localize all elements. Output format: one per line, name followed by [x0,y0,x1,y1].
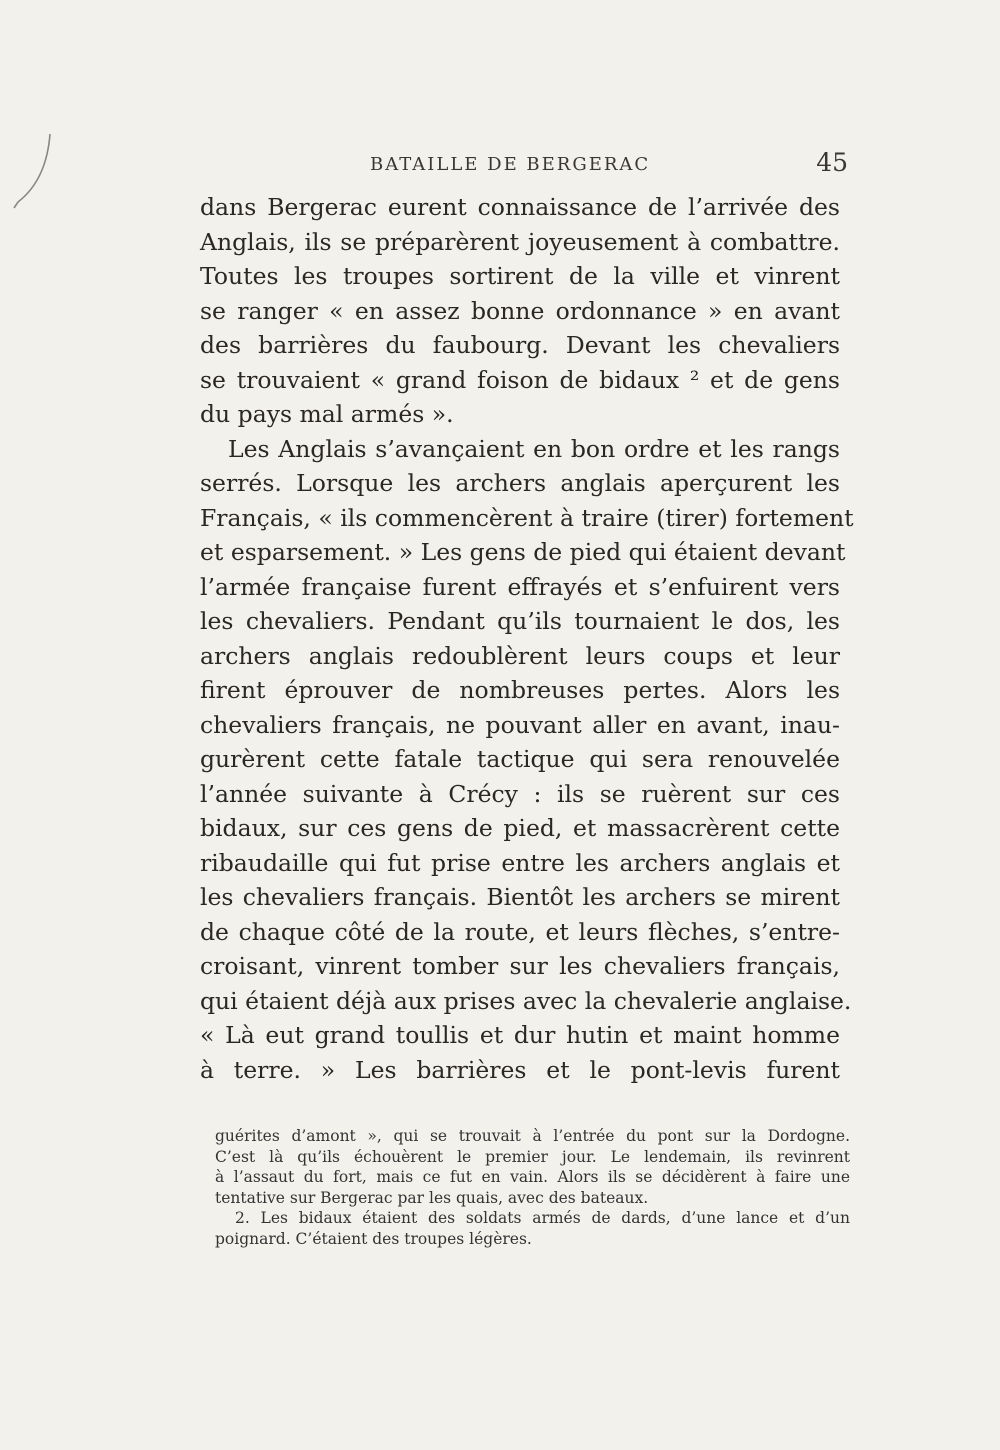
page-number: 45 [816,148,848,177]
text-line: à terre. » Les barrières et le pont-levis furent [200,1055,840,1084]
footnote-line: C’est là qu’ils échouèrent le premier jour. Le lendemain, ils revinrent [215,1147,850,1166]
text-line: chevaliers français, ne pouvant aller en avant, inau- [200,710,840,739]
text-line: « Là eut grand toullis et dur hutin et maint homme [200,1021,840,1049]
running-title: BATAILLE DE BERGERAC [370,154,651,175]
text-line: serrés. Lorsque les archers anglais aperçurent les [200,469,840,497]
text-line: des barrières du faubourg. Devant les chevaliers [200,331,840,359]
text-line: Les Anglais s’avançaient en bon ordre et les rangs [228,434,840,463]
footnote-line: poignard. C’étaient des troupes légères. [215,1229,532,1248]
text-line: dans Bergerac eurent connaissance de l’arrivée des [200,193,840,221]
text-line: du pays mal armés ». [200,400,454,428]
text-line: qui étaient déjà aux prises avec la chevalerie anglaise. [200,986,852,1015]
text-line: Français, « ils commencèrent à traire (tirer) fortement [200,503,854,532]
footnotes [215,1126,850,1249]
text-line: l’année suivante à Crécy : ils se ruèrent sur ces [200,779,840,808]
footnote-line: 2. Les bidaux étaient des soldats armés de dards, d’une lance et d’un [235,1209,850,1227]
text-line: archers anglais redoublèrent leurs coups et leur [200,641,840,670]
running-head [200,148,848,182]
footnote-line: guérites d’amont », qui se trouvait à l’entrée du pont sur la Dordogne. [215,1127,850,1145]
body-text [200,190,854,1087]
text-line: Anglais, ils se préparèrent joyeusement à combattre. [200,227,840,256]
text-line: de chaque côté de la route, et leurs flèches, s’entre- [200,917,840,946]
text-line: ribaudaille qui fut prise entre les archers anglais et [200,848,840,877]
footnote-line: à l’assaut du fort, mais ce fut en vain. Alors ils se décidèrent à faire une [215,1168,850,1186]
text-line: firent éprouver de nombreuses pertes. Alors les [200,676,840,704]
text-line: les chevaliers. Pendant qu’ils tournaient le dos, les [200,607,840,635]
text-line: Toutes les troupes sortirent de la ville et vinrent [200,262,840,290]
text-line: se ranger « en assez bonne ordonnance » en avant [200,296,840,325]
text-line: se trouvaient « grand foison de bidaux ² et de gens [200,365,840,394]
footnote-line: tentative sur Bergerac par les quais, avec des bateaux. [215,1188,649,1207]
text-line: bidaux, sur ces gens de pied, et massacrèrent cette [200,814,840,842]
text-line: gurèrent cette fatale tactique qui sera renouvelée [200,745,840,773]
pencil-margin-mark [10,130,54,220]
text-line: les chevaliers français. Bientôt les archers se mirent [200,883,840,911]
text-line: croisant, vinrent tomber sur les chevaliers français, [200,952,840,980]
text-line: l’armée française furent effrayés et s’enfuirent vers [200,572,840,601]
text-line: et esparsement. » Les gens de pied qui étaient devant [200,538,846,566]
